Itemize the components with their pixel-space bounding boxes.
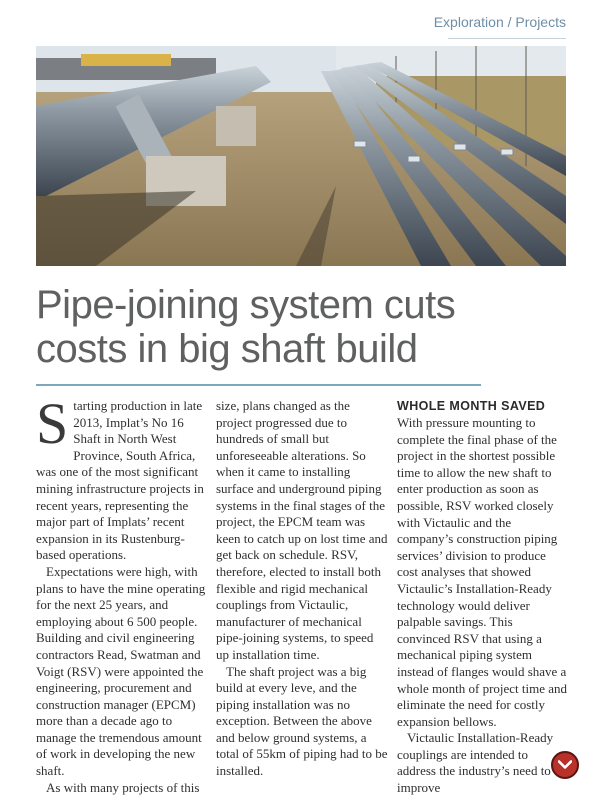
article-column-1 xyxy=(36,391,208,796)
pipeline-illustration xyxy=(36,46,566,266)
body-paragraph: With pressure mounting to complete the final phase of the project in the shortest possible time to allow the new shaft to enter production as soon as possible, RSV worked closely with Victaulic and the company’s construction piping services’ division to produce cost analyses that showed Victaulic’s Installation-Ready technology would deliver palpable savings. This convinced RSV that using a mechanical piping system instead of flanges would shave a whole month of project time and eliminate the need for costly expansion bellows. xyxy=(397,415,568,729)
section-header: Exploration / Projects xyxy=(433,14,566,30)
headline-divider xyxy=(36,384,481,386)
chevron-down-icon xyxy=(558,760,572,770)
article-column-3 xyxy=(397,398,569,797)
body-paragraph: Victaulic Installation-Ready couplings are intended to address the industry’s need to improve xyxy=(397,730,554,796)
intro-paragraph xyxy=(36,391,208,564)
intro-text: tarting production in late 2013, Implat’s No 16 Shaft in North West Province, South Africa, was one of the most significant mining infrastructure projects in recent years, representing the major part of Implats’ recent expansion in its Rustenburg-based operations. xyxy=(36,398,204,563)
article-column-2 xyxy=(216,398,388,780)
scroll-down-button[interactable] xyxy=(551,751,579,779)
body-paragraph: The shaft project was a big build at every leve, and the piping installation was no exception. Between the above and below ground systems, a total of 55km of piping had to be installed. xyxy=(216,663,388,779)
article-headline: Pipe-joining system cuts costs in big shaft build xyxy=(36,283,456,371)
drop-cap: S xyxy=(36,391,69,456)
body-paragraph: Expectations were high, with plans to have the mine operating for the next 25 years, and employing about 6 500 people. Building and civil engineering contractors Read, Swatman and Voigt (RSV) were appointed the engineering, procurement and construction manager (EPCM) more than a decade ago to manage the tremendous amount of work in developing the new shaft. xyxy=(36,563,206,779)
body-paragraph: size, plans changed as the project progressed due to hundreds of small but unforeseeable alterations. So when it came to installing surface and underground piping systems in the final stages of the project, the EPCM team was keen to catch up on lost time and get back on schedule. RSV, therefore, elected to install both flexible and rigid mechanical couplings from Victaulic, manufacturer of mechanical pipe-joining systems, to speed up installation time. xyxy=(216,398,388,662)
hero-photo xyxy=(36,46,566,266)
body-paragraph: As with many projects of this xyxy=(46,779,200,795)
section-subheading: WHOLE MONTH SAVED xyxy=(397,399,546,413)
header-divider xyxy=(448,38,566,39)
